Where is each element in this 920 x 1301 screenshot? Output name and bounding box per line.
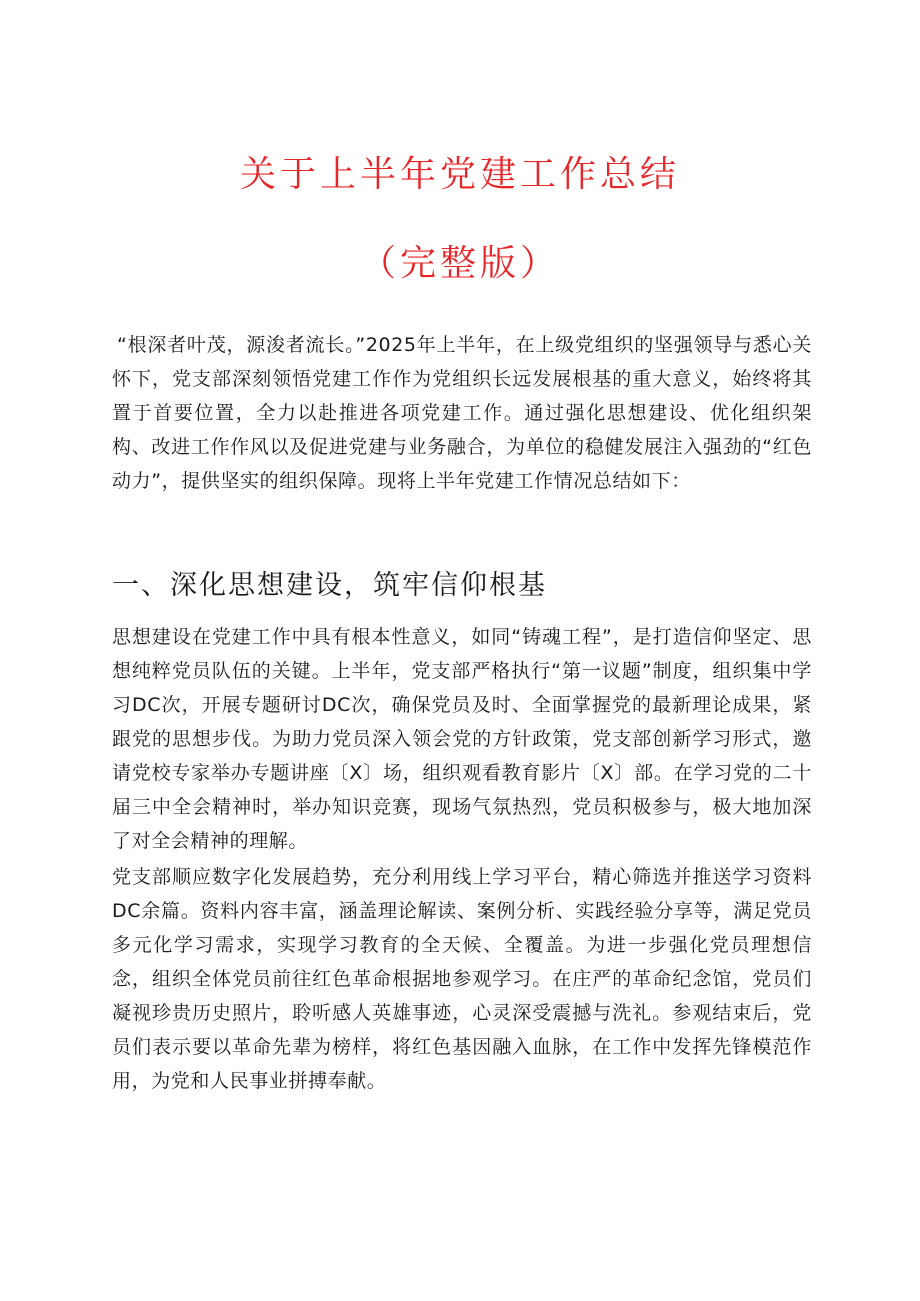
intro-paragraph: “根深者叶茂，源浚者流长。”2025年上半年，在上级党组织的坚强领导与悉心关怀下，党支部深刻领悟党建工作作为党组织长远发展根基的重大意义，始终将其置于首要位置，全力以赴推进各项党建工作。通过强化思想建设、优化组织架构、改进工作作风以及促进党建与业务融合，为单位的稳健发展注入强劲的“红色动力”，提供坚实的组织保障。现将上半年党建工作情况总结如下： <box>112 334 812 492</box>
document-subtitle: （完整版） <box>359 243 560 284</box>
section-heading-1: 一、深化思想建设，筑牢信仰根基 <box>112 570 547 601</box>
section1-paragraph-1: 思想建设在党建工作中具有根本性意义，如同“铸魂工程”，是打造信仰坚定、思想纯粹党员队伍的关键。上半年，党支部严格执行“第一议题”制度，组织集中学习DC次，开展专题研讨DC次，确保党员及时、全面掌握党的最新理论成果，紧跟党的思想步伐。为助力党员深入领会党的方针政策，党支部创新学习形式，邀请党校专家举办专题讲座〔X〕场，组织观看教育影片〔X〕部。在学习党的二十届三中全会精神时，举办知识竞赛，现场气氛热烈，党员积极参与，极大地加深了对全会精神的理解。 <box>112 626 812 852</box>
section1-paragraph-2: 党支部顺应数字化发展趋势，充分利用线上学习平台，精心筛选并推送学习资料DC余篇。资料内容丰富，涵盖理论解读、案例分析、实践经验分享等，满足党员多元化学习需求，实现学习教育的全天候、全覆盖。为进一步强化党员理想信念，组织全体党员前往红色革命根据地参观学习。在庄严的革命纪念馆，党员们凝视珍贵历史照片，聆听感人英雄事迹，心灵深受震撼与洗礼。参观结束后，党员们表示要以革命先辈为榜样，将红色基因融入血脉，在工作中发挥先锋模范作用，为党和人民事业拼搏奉献。 <box>112 866 812 1092</box>
document-title: 关于上半年党建工作总结 <box>239 154 680 195</box>
